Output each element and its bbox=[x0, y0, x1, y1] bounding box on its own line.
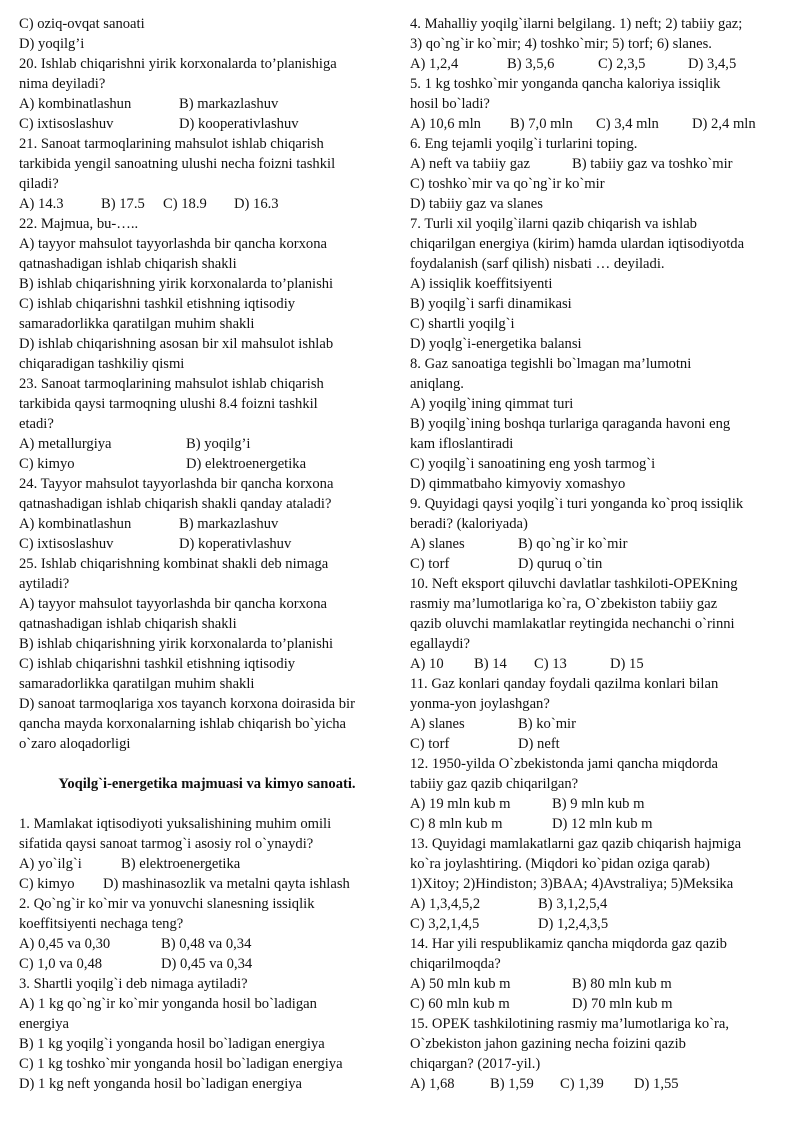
answer-option: A) 10 bbox=[410, 656, 444, 672]
answer-options bbox=[410, 154, 786, 174]
answer-options bbox=[410, 534, 786, 554]
text-line: qiladi? bbox=[19, 176, 59, 192]
right-column bbox=[410, 14, 786, 1094]
answer-options bbox=[19, 934, 395, 954]
answer-option: C) 60 mln kub m bbox=[410, 996, 510, 1012]
answer-option: B) yoqilg’i bbox=[186, 436, 251, 452]
section-heading: Yoqilg`i-energetika majmuasi va kimyo sanoati. bbox=[58, 776, 356, 792]
answer-option: D) 1,2,4,3,5 bbox=[538, 916, 609, 932]
answer-option: A) kombinatlashun bbox=[19, 96, 132, 112]
answer-option: B) elektroenergetika bbox=[121, 856, 241, 872]
answer-option: B) 80 mln kub m bbox=[572, 976, 672, 992]
answer-option: C) 2,3,5 bbox=[598, 56, 646, 72]
answer-options bbox=[19, 94, 395, 114]
text-line: 14. Har yili respublikamiz qancha miqdorda gaz qazib bbox=[410, 936, 727, 952]
text-line: O`zbekiston jahon gazining necha foizini qazib bbox=[410, 1036, 686, 1052]
answer-option: B) qo`ng`ir ko`mir bbox=[518, 536, 628, 552]
text-line: yonma-yon joylashgan? bbox=[410, 696, 550, 712]
text-line: D) yoqilg’i bbox=[19, 36, 85, 52]
text-line: qancha mayda korxonalarning ishlab chiqarish bo`yicha bbox=[19, 716, 347, 732]
answer-option: C) kimyo bbox=[19, 876, 75, 892]
answer-options bbox=[410, 114, 786, 134]
answer-option: D) 15 bbox=[610, 656, 644, 672]
text-line: A) tayyor mahsulot tayyorlashda bir qancha korxona bbox=[19, 596, 328, 612]
text-line: 5. 1 kg toshko`mir yonganda qancha kaloriya issiqlik bbox=[410, 76, 721, 92]
text-line: 23. Sanoat tarmoqlarining mahsulot ishlab chiqarish bbox=[19, 376, 324, 392]
text-line: 1. Mamlakat iqtisodiyoti yuksalishining muhim omili bbox=[19, 816, 332, 832]
answer-option: A) slanes bbox=[410, 716, 465, 732]
answer-options bbox=[19, 874, 395, 894]
text-line: D) yoqlg`i-energetika balansi bbox=[410, 336, 582, 352]
answer-option: A) 1,68 bbox=[410, 1076, 455, 1092]
answer-options bbox=[19, 514, 395, 534]
answer-option: D) 0,45 va 0,34 bbox=[161, 956, 253, 972]
answer-option: A) neft va tabiiy gaz bbox=[410, 156, 530, 172]
answer-option: D) kooperativlashuv bbox=[179, 116, 299, 132]
text-line: 4. Mahalliy yoqilg`ilarni belgilang. 1) neft; 2) tabiiy gaz; bbox=[410, 16, 743, 32]
text-line: C) oziq-ovqat sanoati bbox=[19, 16, 145, 32]
text-line: 8. Gaz sanoatiga tegishli bo`lmagan ma’lumotni bbox=[410, 356, 692, 372]
text-line: B) 1 kg yoqilg`i yonganda hosil bo`ladigan energiya bbox=[19, 1036, 325, 1052]
answer-option: B) 3,1,2,5,4 bbox=[538, 896, 608, 912]
text-line: A) issiqlik koeffitsiyenti bbox=[410, 276, 553, 292]
answer-options bbox=[410, 814, 786, 834]
text-line: rasmiy ma’lumotlariga ko`ra, O`zbekiston tabiiy gaz bbox=[410, 596, 718, 612]
text-line: C) shartli yoqilg`i bbox=[410, 316, 515, 332]
answer-option: B) 0,48 va 0,34 bbox=[161, 936, 252, 952]
answer-option: C) 3,2,1,4,5 bbox=[410, 916, 480, 932]
text-line: C) 1 kg toshko`mir yonganda hosil bo`ladigan energiya bbox=[19, 1056, 343, 1072]
text-line: beradi? (kaloriyada) bbox=[410, 516, 528, 532]
text-line: qatnashadigan ishlab chiqarish shakli qanday ataladi? bbox=[19, 496, 332, 512]
text-line: qatnashadigan ishlab chiqarish shakli bbox=[19, 256, 237, 272]
text-line: hosil bo`ladi? bbox=[410, 96, 490, 112]
text-line: A) tayyor mahsulot tayyorlashda bir qancha korxona bbox=[19, 236, 328, 252]
answer-option: C) 18.9 bbox=[163, 196, 207, 212]
text-line: 9. Quyidagi qaysi yoqilg`i turi yonganda ko`proq issiqlik bbox=[410, 496, 744, 512]
text-line: B) yoqilg`i sarfi dinamikasi bbox=[410, 296, 572, 312]
text-line: 10. Neft eksport qiluvchi davlatlar tashkiloti-OPEKning bbox=[410, 576, 738, 592]
answer-option: C) ixtisoslashuv bbox=[19, 116, 114, 132]
answer-option: A) kombinatlashun bbox=[19, 516, 132, 532]
answer-options bbox=[410, 914, 786, 934]
answer-option: D) 70 mln kub m bbox=[572, 996, 673, 1012]
text-line: D) ishlab chiqarishning asosan bir xil mahsulot ishlab bbox=[19, 336, 334, 352]
answer-option: A) 1,3,4,5,2 bbox=[410, 896, 481, 912]
text-line: tabiiy gaz qazib chiqarilgan? bbox=[410, 776, 579, 792]
answer-option: B) 14 bbox=[474, 656, 507, 672]
text-line: 1)Xitoy; 2)Hindiston; 3)BAA; 4)Avstraliya; 5)Meksika bbox=[410, 876, 734, 892]
answer-options bbox=[410, 974, 786, 994]
text-line: A) yoqilg`ining qimmat turi bbox=[410, 396, 574, 412]
answer-option: A) metallurgiya bbox=[19, 436, 112, 452]
answer-options bbox=[410, 994, 786, 1014]
text-line: aytiladi? bbox=[19, 576, 70, 592]
text-line: D) qimmatbaho kimyoviy xomashyo bbox=[410, 476, 626, 492]
answer-option: D) mashinasozlik va metalni qayta ishlash bbox=[103, 876, 350, 892]
text-line: chiqarilmoqda? bbox=[410, 956, 501, 972]
text-line: 20. Ishlab chiqarishni yirik korxonalarda to’planishiga bbox=[19, 56, 337, 72]
text-line: foydalanish (sarf qilish) nisbati … deyiladi. bbox=[410, 256, 665, 272]
answer-options bbox=[410, 1074, 786, 1094]
text-line: D) tabiiy gaz va slanes bbox=[410, 196, 543, 212]
text-line: o`zaro aloqadorligi bbox=[19, 736, 131, 752]
answer-option: C) 13 bbox=[534, 656, 567, 672]
answer-option: A) 50 mln kub m bbox=[410, 976, 511, 992]
answer-options bbox=[410, 54, 786, 74]
text-line: A) 1 kg qo`ng`ir ko`mir yonganda hosil bo`ladigan bbox=[19, 996, 317, 1012]
answer-option: D) 2,4 mln bbox=[692, 116, 756, 132]
text-line: B) ishlab chiqarishning yirik korxonalarda to’planishi bbox=[19, 276, 334, 292]
answer-option: C) torf bbox=[410, 736, 450, 752]
text-line: chiqargan? (2017-yil.) bbox=[410, 1056, 541, 1072]
text-line: sifatida qaysi sanoat tarmog`i asosiy rol o`ynaydi? bbox=[19, 836, 314, 852]
text-line: 6. Eng tejamli yoqilg`i turlarini toping. bbox=[410, 136, 638, 152]
answer-option: B) markazlashuv bbox=[179, 96, 279, 112]
text-line: 3) qo`ng`ir ko`mir; 4) toshko`mir; 5) torf; 6) slanes. bbox=[410, 36, 712, 52]
answer-option: C) kimyo bbox=[19, 456, 75, 472]
text-line: ko`ra joylashtiring. (Miqdori ko`pidan oziga qarab) bbox=[410, 856, 710, 872]
answer-option: C) 1,0 va 0,48 bbox=[19, 956, 103, 972]
answer-options bbox=[410, 654, 786, 674]
answer-options bbox=[410, 734, 786, 754]
answer-option: D) neft bbox=[518, 736, 560, 752]
text-line: chiqarilgan energiya (kirim) hamda ulardan iqtisodiyotda bbox=[410, 236, 745, 252]
answer-option: B) tabiiy gaz va toshko`mir bbox=[572, 156, 733, 172]
answer-option: D) quruq o`tin bbox=[518, 556, 603, 572]
answer-options bbox=[410, 714, 786, 734]
answer-option: C) 3,4 mln bbox=[596, 116, 659, 132]
answer-option: B) markazlashuv bbox=[179, 516, 279, 532]
answer-options bbox=[19, 854, 395, 874]
answer-options bbox=[410, 554, 786, 574]
text-line: 7. Turli xil yoqilg`ilarni qazib chiqarish va ishlab bbox=[410, 216, 697, 232]
text-line: samaradorlikka qaratilgan muhim shakli bbox=[19, 676, 255, 692]
answer-options bbox=[19, 454, 395, 474]
text-line: 3. Shartli yoqilg`i deb nimaga aytiladi? bbox=[19, 976, 248, 992]
answer-options bbox=[19, 954, 395, 974]
text-line: C) ishlab chiqarishni tashkil etishning iqtisodiy bbox=[19, 296, 296, 312]
answer-options bbox=[19, 534, 395, 554]
answer-option: A) slanes bbox=[410, 536, 465, 552]
answer-option: B) ko`mir bbox=[518, 716, 576, 732]
answer-option: D) 16.3 bbox=[234, 196, 279, 212]
text-line: etadi? bbox=[19, 416, 54, 432]
text-line: tarkibida yengil sanoatning ulushi necha foizni tashkil bbox=[19, 156, 336, 172]
answer-options bbox=[410, 794, 786, 814]
text-line: egallaydi? bbox=[410, 636, 470, 652]
answer-option: B) 7,0 mln bbox=[510, 116, 573, 132]
answer-options bbox=[410, 894, 786, 914]
text-line: 21. Sanoat tarmoqlarining mahsulot ishlab chiqarish bbox=[19, 136, 324, 152]
answer-option: B) 3,5,6 bbox=[507, 56, 555, 72]
text-line: 15. OPEK tashkilotining rasmiy ma’lumotlariga ko`ra, bbox=[410, 1016, 729, 1032]
answer-option: C) 1,39 bbox=[560, 1076, 604, 1092]
answer-option: A) 10,6 mln bbox=[410, 116, 481, 132]
blank-line bbox=[19, 794, 395, 814]
answer-option: A) yo`ilg`i bbox=[19, 856, 82, 872]
answer-option: D) koperativlashuv bbox=[179, 536, 292, 552]
answer-option: C) 8 mln kub m bbox=[410, 816, 503, 832]
text-line: nima deyiladi? bbox=[19, 76, 106, 92]
text-line: B) yoqilg`ining boshqa turlariga qaraganda havoni eng bbox=[410, 416, 731, 432]
answer-option: D) 1,55 bbox=[634, 1076, 679, 1092]
text-line: chiqaradigan tashkiliy qismi bbox=[19, 356, 185, 372]
answer-option: D) 3,4,5 bbox=[688, 56, 737, 72]
answer-option: A) 19 mln kub m bbox=[410, 796, 511, 812]
text-line: D) sanoat tarmoqlariga xos tayanch korxona doirasida bir bbox=[19, 696, 355, 712]
answer-options bbox=[19, 194, 395, 214]
answer-option: B) 1,59 bbox=[490, 1076, 534, 1092]
answer-option: D) 12 mln kub m bbox=[552, 816, 653, 832]
answer-options bbox=[19, 434, 395, 454]
answer-option: D) elektroenergetika bbox=[186, 456, 307, 472]
text-line: energiya bbox=[19, 1016, 69, 1032]
text-line: 13. Quyidagi mamlakatlarni gaz qazib chiqarish hajmiga bbox=[410, 836, 742, 852]
answer-option: C) ixtisoslashuv bbox=[19, 536, 114, 552]
text-line: samaradorlikka qaratilgan muhim shakli bbox=[19, 316, 255, 332]
answer-option: B) 9 mln kub m bbox=[552, 796, 645, 812]
answer-option: A) 1,2,4 bbox=[410, 56, 459, 72]
text-line: koeffitsiyenti nechaga teng? bbox=[19, 916, 184, 932]
answer-option: B) 17.5 bbox=[101, 196, 145, 212]
text-line: C) toshko`mir va qo`ng`ir ko`mir bbox=[410, 176, 605, 192]
text-line: 12. 1950-yilda O`zbekistonda jami qancha miqdorda bbox=[410, 756, 719, 772]
text-line: tarkibida qaysi tarmoqning ulushi 8.4 foizni tashkil bbox=[19, 396, 318, 412]
text-line: B) ishlab chiqarishning yirik korxonalarda to’planishi bbox=[19, 636, 334, 652]
text-line: aniqlang. bbox=[410, 376, 464, 392]
text-line: 25. Ishlab chiqarishning kombinat shakli deb nimaga bbox=[19, 556, 329, 572]
text-line: D) 1 kg neft yonganda hosil bo`ladigan energiya bbox=[19, 1076, 303, 1092]
blank-line bbox=[19, 754, 395, 774]
text-line: C) ishlab chiqarishni tashkil etishning iqtisodiy bbox=[19, 656, 296, 672]
text-line: qatnashadigan ishlab chiqarish shakli bbox=[19, 616, 237, 632]
text-line: kam ifloslantiradi bbox=[410, 436, 514, 452]
answer-option: A) 14.3 bbox=[19, 196, 64, 212]
answer-option: C) torf bbox=[410, 556, 450, 572]
left-column bbox=[19, 14, 395, 1094]
answer-options bbox=[19, 114, 395, 134]
text-line: 11. Gaz konlari qanday foydali qazilma konlari bilan bbox=[410, 676, 719, 692]
answer-option: A) 0,45 va 0,30 bbox=[19, 936, 111, 952]
text-line: qazib oluvchi mamlakatlar reytingida nechanchi o`rinni bbox=[410, 616, 735, 632]
text-line: 22. Majmua, bu-….. bbox=[19, 216, 139, 232]
text-line: 24. Tayyor mahsulot tayyorlashda bir qancha korxona bbox=[19, 476, 334, 492]
text-line: 2. Qo`ng`ir ko`mir va yonuvchi slanesning issiqlik bbox=[19, 896, 315, 912]
text-line: C) yoqilg`i sanoatining eng yosh tarmog`i bbox=[410, 456, 656, 472]
